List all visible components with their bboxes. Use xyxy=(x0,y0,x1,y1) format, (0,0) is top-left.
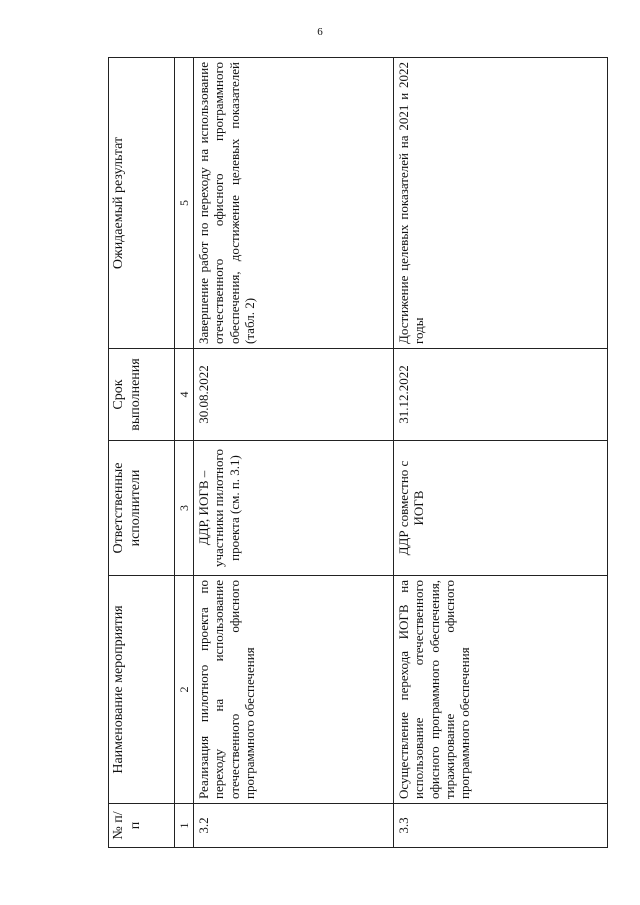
table-header-row xyxy=(109,58,175,848)
row-deadline: 30.08.2022 xyxy=(194,349,394,441)
row-executors: ДДР совместно с ИОГВ xyxy=(394,441,608,576)
colnum-4: 4 xyxy=(175,349,194,441)
colnum-5: 5 xyxy=(175,58,194,349)
row-executors: ДДР, ИОГВ – участники пилотного проекта (см. п. 3.1) xyxy=(194,441,394,576)
row-name: Реализация пилотного проекта по переходу на использование отечественного офисного программного обеспечения xyxy=(194,576,394,804)
header-result: Ожидаемый результат xyxy=(109,58,175,349)
row-result: Завершение работ по переходу на использование отечественного офисного программного обеспечения, достижение целевых показателей (табл. 2) xyxy=(194,58,394,349)
header-deadline: Срок выполнения xyxy=(109,349,175,441)
row-deadline: 31.12.2022 xyxy=(394,349,608,441)
header-name: Наименование мероприятия xyxy=(109,576,175,804)
table-row xyxy=(194,58,394,848)
colnum-3: 3 xyxy=(175,441,194,576)
page-number: 6 xyxy=(317,26,323,38)
column-number-row xyxy=(175,58,194,848)
row-result: Достижение целевых показателей на 2021 и 2022 годы xyxy=(394,58,608,349)
row-num: 3.3 xyxy=(394,804,608,848)
rotated-table-container xyxy=(108,58,608,848)
plan-table xyxy=(108,57,608,848)
colnum-1: 1 xyxy=(175,804,194,848)
colnum-2: 2 xyxy=(175,576,194,804)
header-executors: Ответственные исполнители xyxy=(109,441,175,576)
row-name: Осуществление перехода ИОГВ на использование отечественного офисного программного обеспечения, тиражирование офисного программного обеспечения xyxy=(394,576,608,804)
row-num: 3.2 xyxy=(194,804,394,848)
table-row xyxy=(394,58,608,848)
header-num: № п/п xyxy=(109,804,175,848)
